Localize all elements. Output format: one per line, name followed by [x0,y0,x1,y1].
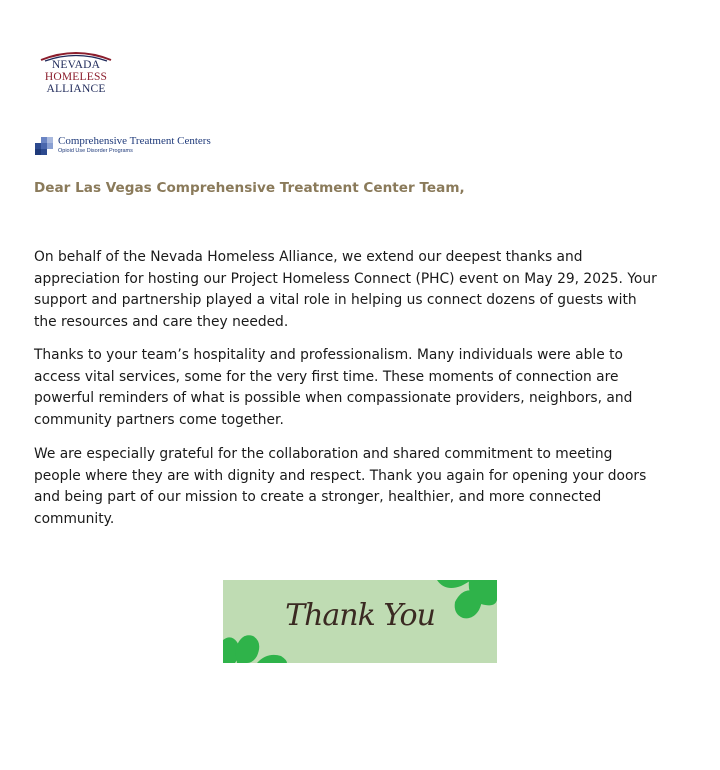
letter-greeting: Dear Las Vegas Comprehensive Treatment Center Team, [34,180,465,196]
ctc-subtitle: Opioid Use Disorder Programs [58,148,133,154]
logo-line-nevada: NEVADA [51,59,101,71]
paragraph-line: powerful reminders of what is possible when compassionate providers, neighbors, and [34,390,633,406]
ctc-name: Comprehensive Treatment Centers [58,135,211,147]
thank-you-card [223,580,497,663]
thank-you-text: Thank You [285,598,435,633]
paragraph-line: support and partnership played a vital role in helping us connect dozens of guests with [34,292,637,308]
paragraph-line: appreciation for hosting our Project Homeless Connect (PHC) event on May 29, 2025. Your [34,270,657,287]
paragraph-line: the resources and care they needed. [34,313,289,330]
letter-paragraph-3 [34,444,694,530]
paragraph-line: community partners come together. [34,411,284,428]
paragraph-line: people where they are with dignity and respect. Thank you again for opening your doors [34,467,647,484]
logo-line-alliance: ALLIANCE [46,83,106,95]
paragraph-line: and being part of our mission to create a stronger, healthier, and more connected [34,489,602,505]
letter-paragraph-2 [34,345,694,431]
letter-paragraph-1 [34,247,694,333]
paragraph-line: community. [34,510,115,527]
paragraph-line: access vital services, some for the very first time. These moments of connection are [34,368,619,385]
paragraph-line: Thanks to your team’s hospitality and professionalism. Many individuals were able to [34,347,623,363]
paragraph-line: We are especially grateful for the collaboration and shared commitment to meeting [34,446,613,462]
logo-line-homeless: HOMELESS [44,71,108,83]
paragraph-line: On behalf of the Nevada Homeless Alliance, we extend our deepest thanks and [34,249,583,265]
ctc-logo [34,135,294,159]
ctc-squares-icon [34,137,54,157]
nevada-homeless-alliance-logo [37,48,117,100]
